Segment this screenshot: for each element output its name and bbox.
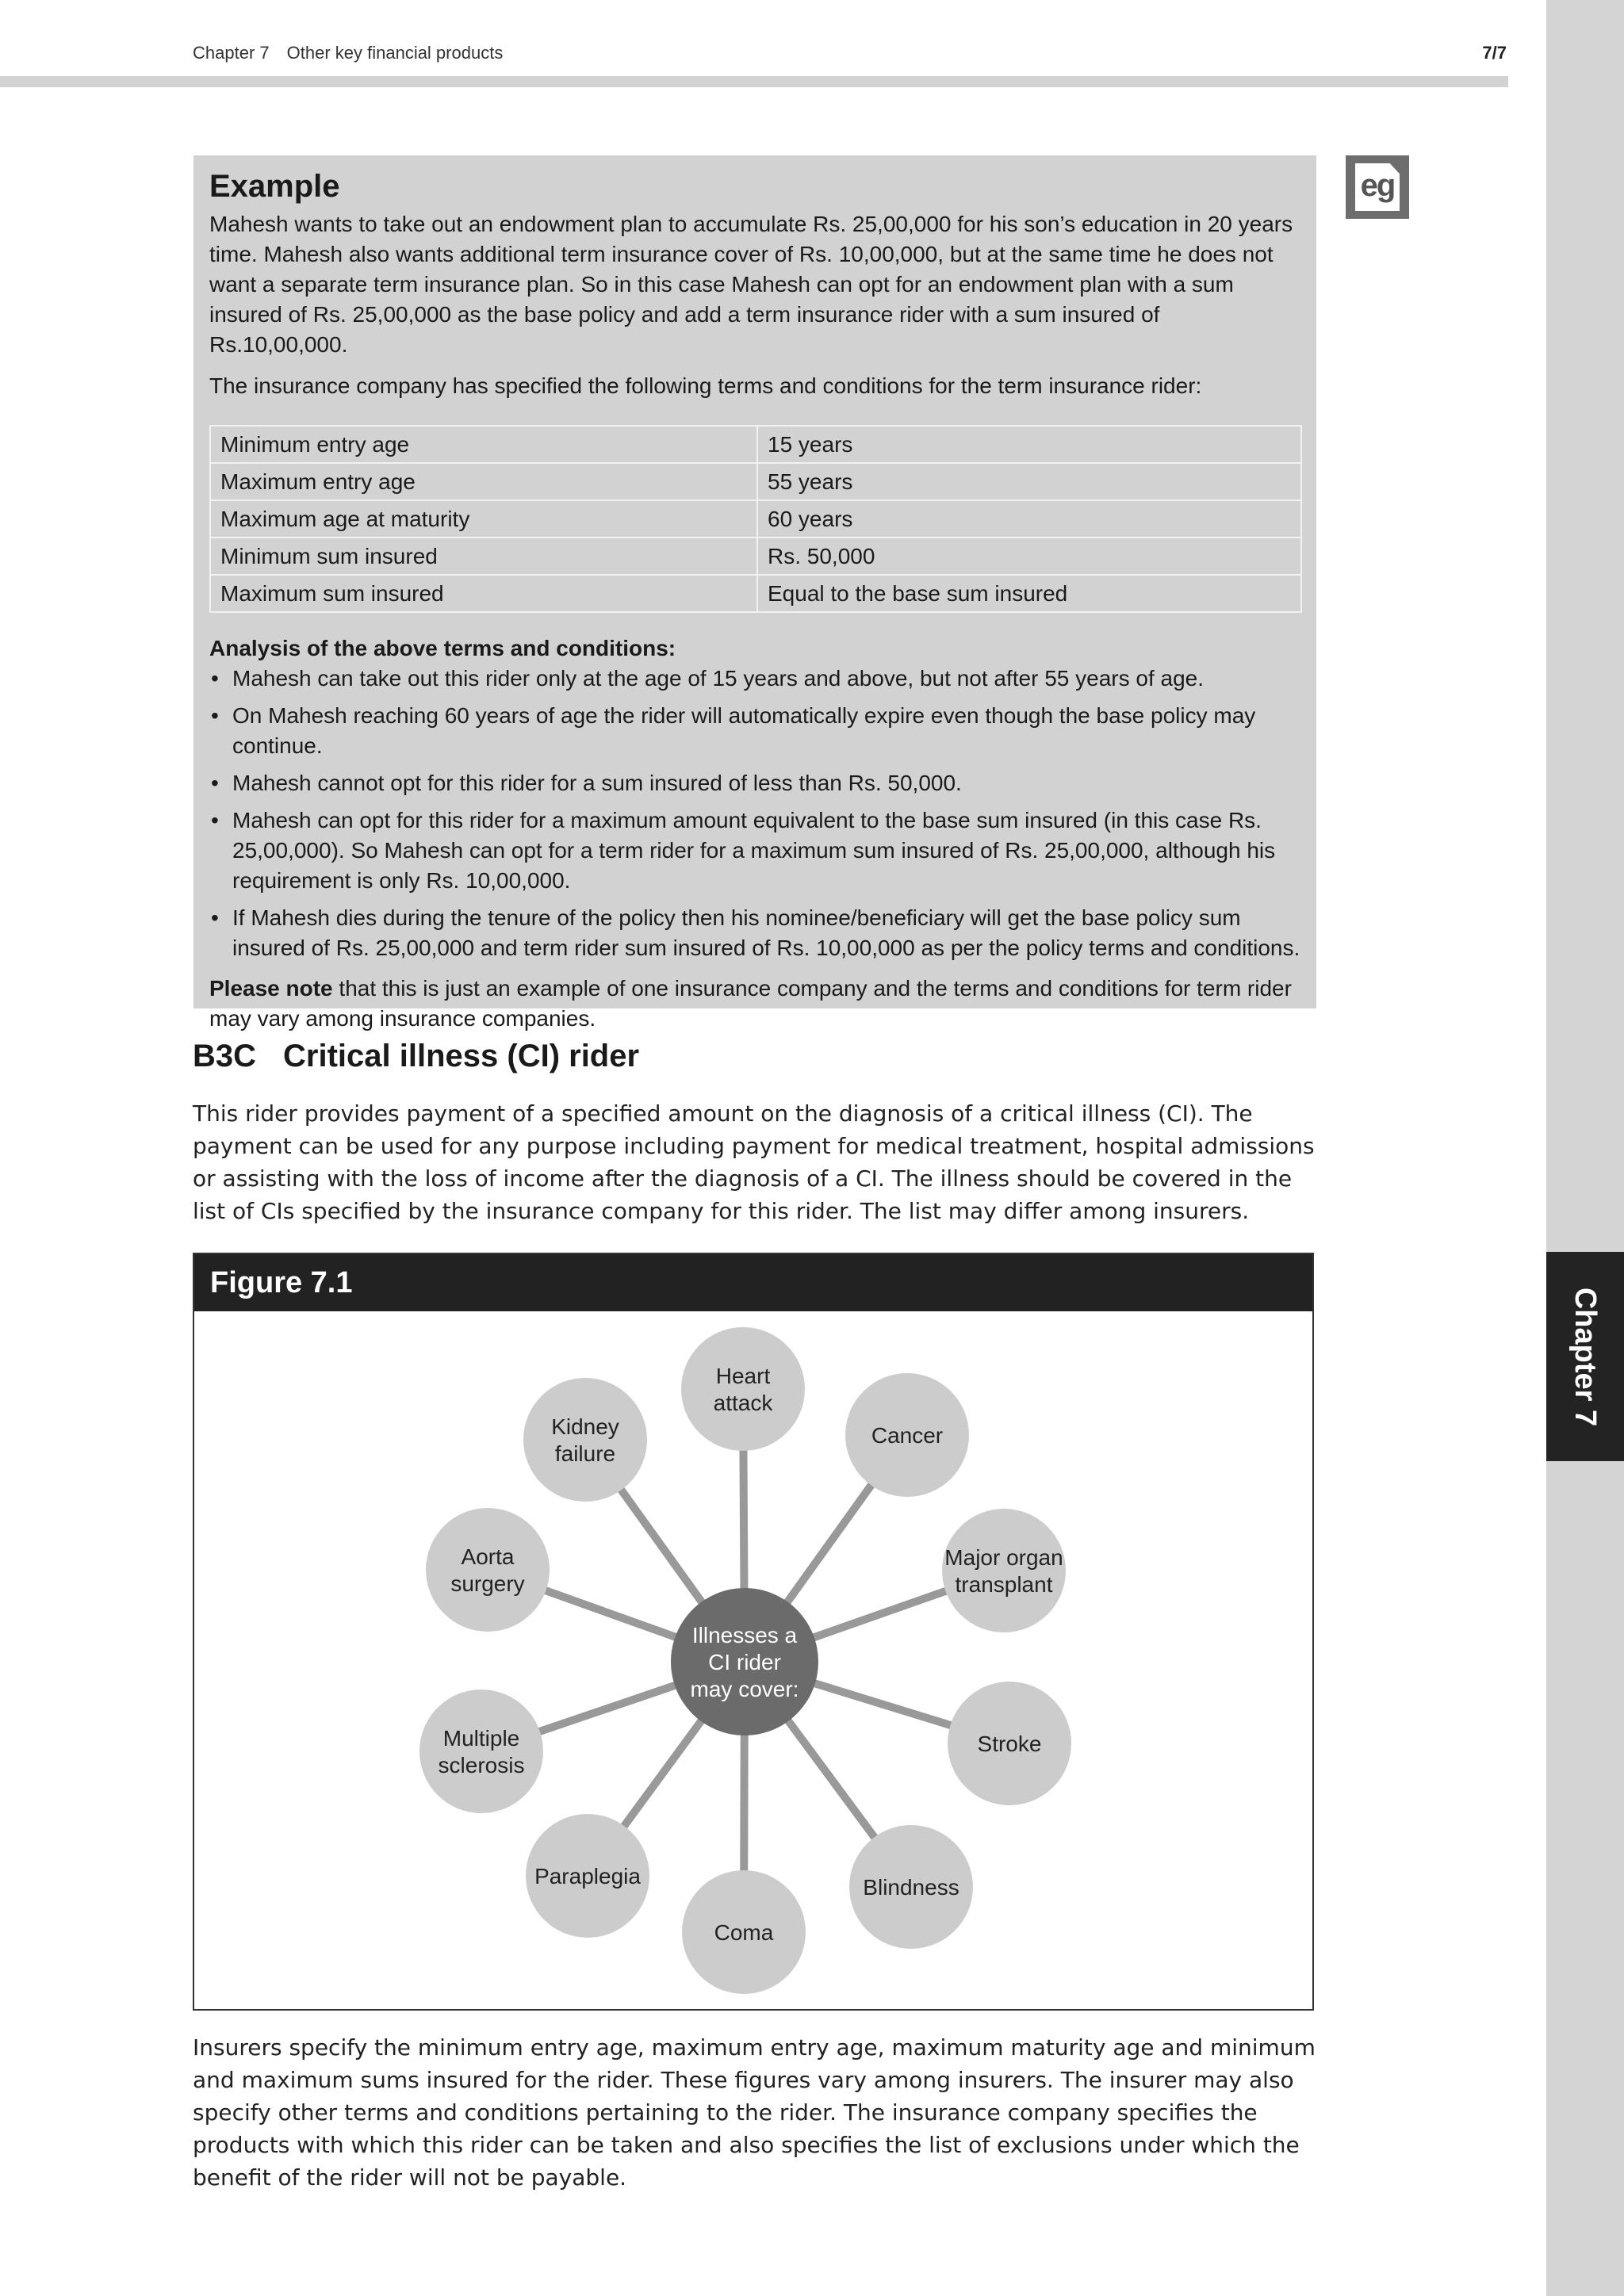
- running-header: [193, 43, 503, 63]
- list-item: • Mahesh can opt for this rider for a maximum amount equivalent to the base sum insured (in this case Rs. 25,00,000). So Mahesh can opt for a term rider for a maximum sum insured of Rs. 25,00,000, although his requirement is only Rs. 10,00,000.: [209, 806, 1300, 896]
- figure-title: Figure 7.1: [194, 1254, 1312, 1311]
- node-label-cancer: Cancer: [871, 1423, 944, 1448]
- table-cell: Maximum sum insured: [210, 575, 757, 612]
- note-bold: Please note: [209, 976, 333, 1001]
- example-eg-icon: [1346, 155, 1409, 219]
- example-title: Example: [209, 169, 340, 204]
- header-rule: [0, 76, 1508, 87]
- node-label-multiple-sclerosis: Multiple sclerosis: [438, 1726, 525, 1777]
- chapter-tab-label: Chapter 7: [1568, 1287, 1603, 1426]
- header-chapter: Chapter 7: [193, 43, 270, 63]
- note-text: that this is just an example of one insurance company and the terms and conditions for term rider may vary among insurance companies.: [209, 976, 1292, 1031]
- table-cell: Maximum age at maturity: [210, 500, 757, 538]
- node-label-aorta-surgery: Aorta surgery: [450, 1544, 525, 1596]
- example-note: [209, 974, 1300, 1034]
- page-number: 7/7: [1482, 43, 1507, 63]
- node-multiple-sclerosis: [419, 1689, 543, 1813]
- table-cell: Maximum entry age: [210, 463, 757, 500]
- node-label-heart-attack: Heart attack: [713, 1364, 773, 1415]
- example-paragraph: The insurance company has specified the following terms and conditions for the term insurance rider:: [209, 373, 1202, 398]
- example-paragraph: Mahesh wants to take out an endowment plan to accumulate Rs. 25,00,000 for his son’s education in 20 years time. Mahesh also wants additional term insurance cover of Rs. 10,00,000, but at the same time he does not want a separate term insurance plan. So in this case Mahesh can opt for an endowment plan with a sum insured of Rs. 25,00,000 as the base policy and add a term insurance rider with a sum insured of Rs.10,00,000.: [209, 212, 1293, 357]
- table-cell: 15 years: [757, 426, 1301, 463]
- table-row: [210, 575, 1301, 612]
- terms-table: [209, 425, 1302, 613]
- node-label-paraplegia: Paraplegia: [534, 1864, 641, 1888]
- table-row: [210, 500, 1301, 538]
- table-cell: Minimum entry age: [210, 426, 757, 463]
- node-kidney-failure: [523, 1378, 647, 1502]
- analysis-list: [209, 664, 1300, 963]
- list-item: • Mahesh can take out this rider only at the age of 15 years and above, but not after 55 years of age.: [209, 664, 1300, 694]
- table-cell: Equal to the base sum insured: [757, 575, 1301, 612]
- table-row: [210, 463, 1301, 500]
- node-label-blindness: Blindness: [863, 1875, 959, 1900]
- right-sidebar: [1546, 0, 1624, 2296]
- illness-diagram: [194, 1254, 1312, 2009]
- list-item: • On Mahesh reaching 60 years of age the rider will automatically expire even though the base policy may continue.: [209, 701, 1300, 761]
- table-row: [210, 426, 1301, 463]
- node-aorta-surgery: [426, 1508, 550, 1632]
- figure-7-1: [193, 1253, 1314, 2011]
- node-label-stroke: Stroke: [977, 1732, 1042, 1756]
- section-title: Critical illness (CI) rider: [283, 1039, 640, 1073]
- node-label-major-organ-transplant: Major organ transplant: [944, 1545, 1063, 1597]
- list-item: • If Mahesh dies during the tenure of the policy then his nominee/beneficiary will get the base policy sum insured of Rs. 25,00,000 and term rider sum insured of Rs. 10,00,000 as per the policy terms and conditions.: [209, 903, 1300, 963]
- node-heart-attack: [681, 1327, 805, 1451]
- node-label-kidney-failure: Kidney failure: [551, 1414, 619, 1466]
- chapter-tab[interactable]: [1546, 1252, 1624, 1461]
- eg-icon-text: eg: [1360, 168, 1395, 203]
- table-cell: 60 years: [757, 500, 1301, 538]
- section-number: B3C: [193, 1039, 257, 1073]
- table-cell: 55 years: [757, 463, 1301, 500]
- table-cell: Minimum sum insured: [210, 538, 757, 575]
- node-major-organ-transplant: [942, 1509, 1066, 1632]
- section-heading: [193, 1039, 639, 1074]
- analysis-heading: Analysis of the above terms and conditions:: [209, 636, 676, 660]
- example-box: [193, 155, 1316, 1031]
- closing-paragraph: Insurers specify the minimum entry age, maximum entry age, maximum maturity age and minimum and maximum sums insured for the rider. These figures vary among insurers. The insurer may also specify other terms and conditions pertaining to the rider. The insurance company specifies the products with which this rider can be taken and also specifies the list of exclusions under which the benefit of the rider will not be payable.: [193, 2034, 1316, 2191]
- table-row: [210, 538, 1301, 575]
- section-body: This rider provides payment of a specified amount on the diagnosis of a critical illness (CI). The payment can be used for any purpose including payment for medical treatment, hospital admissions or assisting with the loss of income after the diagnosis of a CI. The illness should be covered in the list of CIs specified by the insurance company for this rider. The list may differ among insurers.: [193, 1100, 1315, 1224]
- center-label: Illnesses a CI rider may cover:: [690, 1623, 799, 1701]
- table-cell: Rs. 50,000: [757, 538, 1301, 575]
- list-item: • Mahesh cannot opt for this rider for a sum insured of less than Rs. 50,000.: [209, 768, 1300, 798]
- node-label-coma: Coma: [714, 1920, 774, 1945]
- header-title: Other key financial products: [286, 43, 504, 63]
